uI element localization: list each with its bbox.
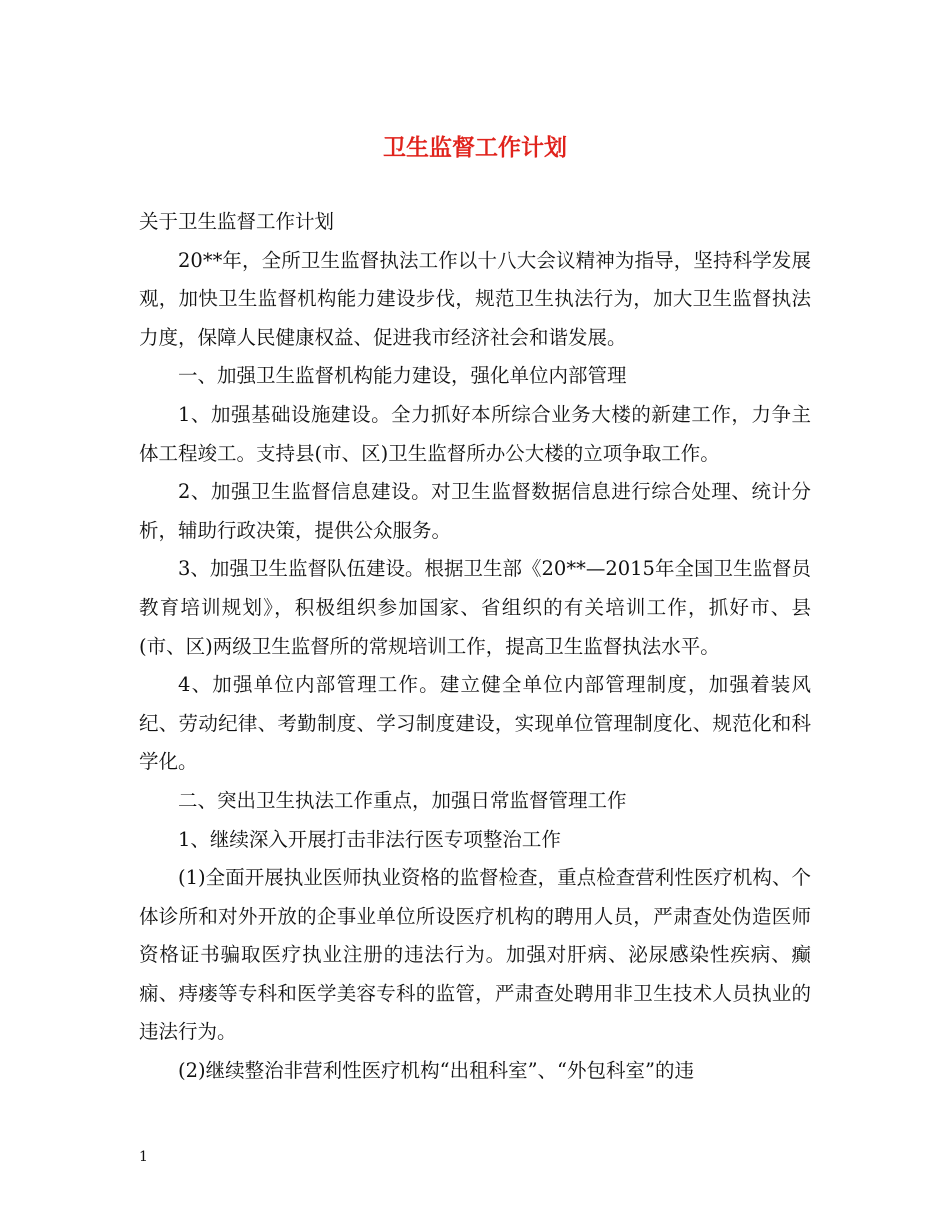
document-subtitle: 关于卫生监督工作计划 xyxy=(139,210,335,233)
paragraph: 2、加强卫生监督信息建设。对卫生监督数据信息进行综合处理、统计分析，辅助行政决策，提供公众服务。 xyxy=(139,480,811,542)
paragraph: (1)全面开展执业医师执业资格的监督检查，重点检查营利性医疗机构、个体诊所和对外开放的企事业单位所设医疗机构的聘用人员，严肃查处伪造医师资格证书骗取医疗执业注册的违法行为。加强对肝病、泌尿感染性疾病、癫痫、痔瘘等专科和医学美容专科的监管，严肃查处聘用非卫生技术人员执业的违法行为。 xyxy=(139,866,811,1044)
paragraph: 3、加强卫生监督队伍建设。根据卫生部《20**—2015年全国卫生监督员教育培训规划》，积极组织参加国家、省组织的有关培训工作，抓好市、县(市、区)两级卫生监督所的常规培训工作，提高卫生监督执法水平。 xyxy=(139,557,811,658)
document-body xyxy=(139,203,811,1091)
paragraph: 1、继续深入开展打击非法行医专项整治工作 xyxy=(178,827,561,851)
paragraph: (2)继续整治非营利性医疗机构“出租科室”、“外包科室”的违 xyxy=(178,1059,694,1083)
document-title: 卫生监督工作计划 xyxy=(383,134,567,161)
section-heading: 一、加强卫生监督机构能力建设，强化单位内部管理 xyxy=(178,364,627,388)
section-heading: 二、突出卫生执法工作重点，加强日常监督管理工作 xyxy=(178,788,627,812)
paragraph: 20**年，全所卫生监督执法工作以十八大会议精神为指导，坚持科学发展观，加快卫生监督机构能力建设步伐，规范卫生执法行为，加大卫生监督执法力度，保障人民健康权益、促进我市经济社会和谐发展。 xyxy=(139,248,811,349)
paragraph: 1、加强基础设施建设。全力抓好本所综合业务大楼的新建工作，力争主体工程竣工。支持县(市、区)卫生监督所办公大楼的立项争取工作。 xyxy=(139,402,811,465)
paragraph: 4、加强单位内部管理工作。建立健全单位内部管理制度，加强着装风纪、劳动纪律、考勤制度、学习制度建设，实现单位管理制度化、规范化和科学化。 xyxy=(139,673,811,774)
page-number: 1 xyxy=(139,1149,148,1165)
